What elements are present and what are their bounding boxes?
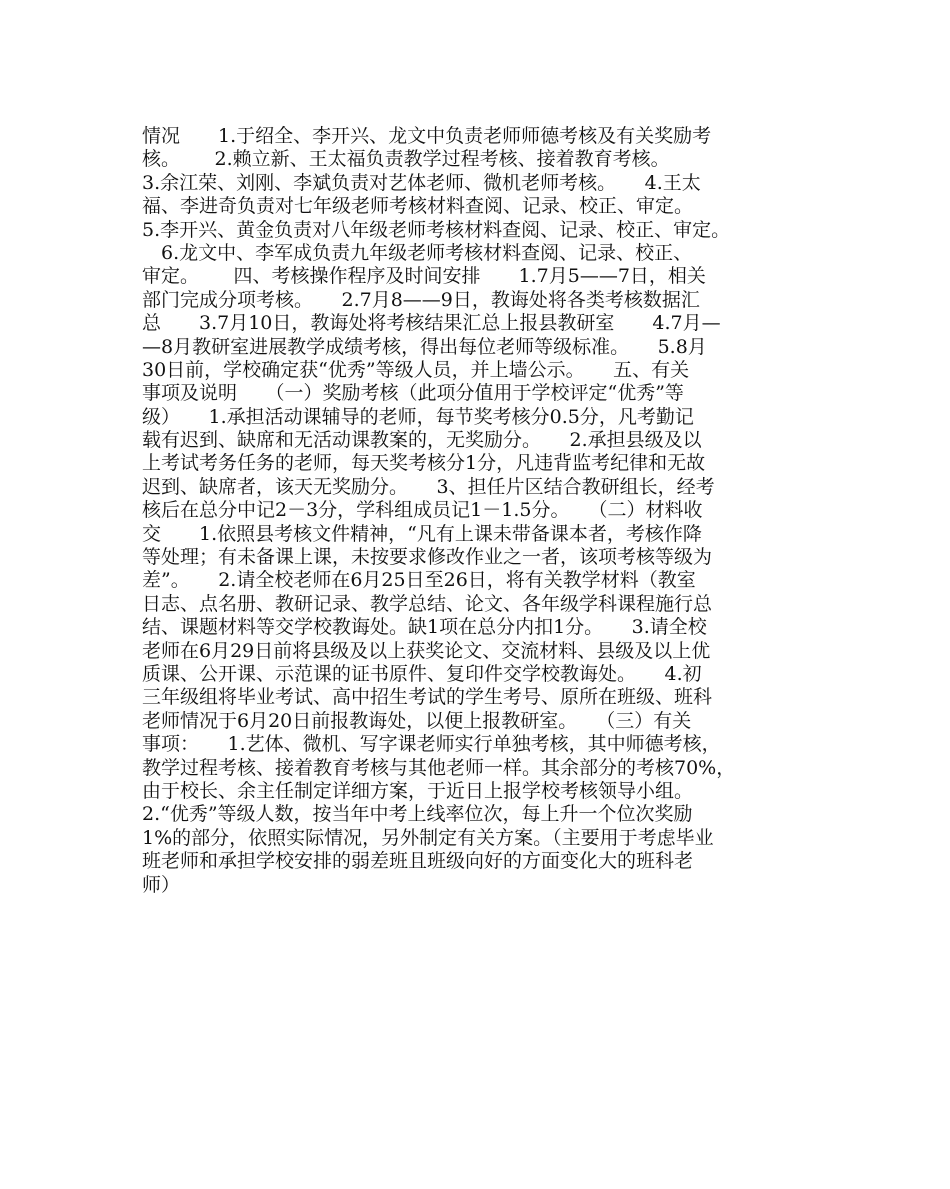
text-line: 5.李开兴、黄金负责对八年级老师考核材料查阅、记录、校正、审定。 xyxy=(142,218,731,241)
text-line: 情况 1.于绍全、李开兴、龙文中负责老师师德考核及有关奖励考 xyxy=(142,125,712,147)
document-body-text xyxy=(142,125,822,897)
text-line: 师） xyxy=(142,873,181,896)
text-line: 2.“优秀”等级人数，按当年中考上线率位次，每上升一个位次奖励 xyxy=(142,803,693,826)
text-line: 差”。 2.请全校老师在6月25日至26日，将有关教学材料（教室 xyxy=(142,569,696,592)
text-line: 福、李进奇负责对七年级老师考核材料查阅、记录、校正、审定。 xyxy=(142,195,694,218)
text-line: 部门完成分项考核。 2.7月8——9日，教诲处将各类考核数据汇 xyxy=(142,288,700,311)
text-line: 日志、点名册、教研记录、教学总结、论文、各年级学科课程施行总 xyxy=(142,592,713,615)
text-line: 教学过程考核、接着教育考核与其他老师一样。其余部分的考核70%， xyxy=(142,756,736,779)
text-line: 核。 2.赖立新、王太福负责教学过程考核、接着教育考核。 xyxy=(142,148,670,171)
text-line: 总 3.7月10日，教诲处将考核结果汇总上报县教研室 4.7月— xyxy=(142,312,721,335)
text-line: 交 1.依照县考核文件精神，“凡有上课未带备课本者，考核作降 xyxy=(142,522,702,545)
text-line: 事项及说明 （一）奖励考核（此项分值用于学校评定“优秀”等 xyxy=(142,382,684,405)
text-line: 6.龙文中、李军成负责九年级老师考核材料查阅、记录、校正、 xyxy=(142,241,693,264)
text-line: 结、课题材料等交学校教诲处。缺1项在总分内扣1分。 3.请全校 xyxy=(142,616,707,639)
text-line: 老师在6月29日前将县级及以上获奖论文、交流材料、县级及以上优 xyxy=(142,639,711,662)
text-line: 核后在总分中记2－3分，学科组成员记1－1.5分。 （二）材料收 xyxy=(142,499,703,522)
text-line: 老师情况于6月20日前报教诲处，以便上报教研室。 （三）有关 xyxy=(142,709,692,732)
text-line: 上考试考务任务的老师，每天奖考核分1分，凡违背监考纪律和无故 xyxy=(142,452,706,475)
text-line: 载有迟到、缺席和无活动课教案的，无奖励分。 2.承担县级及以 xyxy=(142,429,702,452)
text-line: 质课、公开课、示范课的证书原件、复印件交学校教诲处。 4.初 xyxy=(142,662,702,685)
text-line: 迟到、缺席者，该天无奖励分。 3、担任片区结合教研组长，经考 xyxy=(142,475,715,498)
text-line: 由于校长、余主任制定详细方案，于近日上报学校考核领导小组。 xyxy=(142,779,694,802)
text-line: 审定。 四、考核操作程序及时间安排 1.7月5——7日，相关 xyxy=(142,265,706,288)
text-line: 班老师和承担学校安排的弱差班且班级向好的方面变化大的班科老 xyxy=(142,850,694,873)
text-line: 3.余江荣、刘刚、李斌负责对艺体老师、微机老师考核。 4.王太 xyxy=(142,171,701,194)
text-line: 1%的部分，依照实际情况，另外制定有关方案。（主要用于考虑毕业 xyxy=(142,826,714,849)
text-line: 事项： 1.艺体、微机、写字课老师实行单独考核，其中师德考核， xyxy=(142,733,721,756)
text-line: —8月教研室进展教学成绩考核，得出每位老师等级标准。 5.8月 xyxy=(142,335,707,358)
text-line: 30日前，学校确定获“优秀”等级人员，并上墙公示。 五、有关 xyxy=(142,358,690,381)
text-line: 三年级组将毕业考试、高中招生考试的学生考号、原所在班级、班科 xyxy=(142,686,713,709)
text-line: 等处理；有未备课上课，未按要求修改作业之一者，该项考核等级为 xyxy=(142,546,713,569)
text-line: 级） 1.承担活动课辅导的老师，每节奖考核分0.5分，凡考勤记 xyxy=(142,405,694,428)
